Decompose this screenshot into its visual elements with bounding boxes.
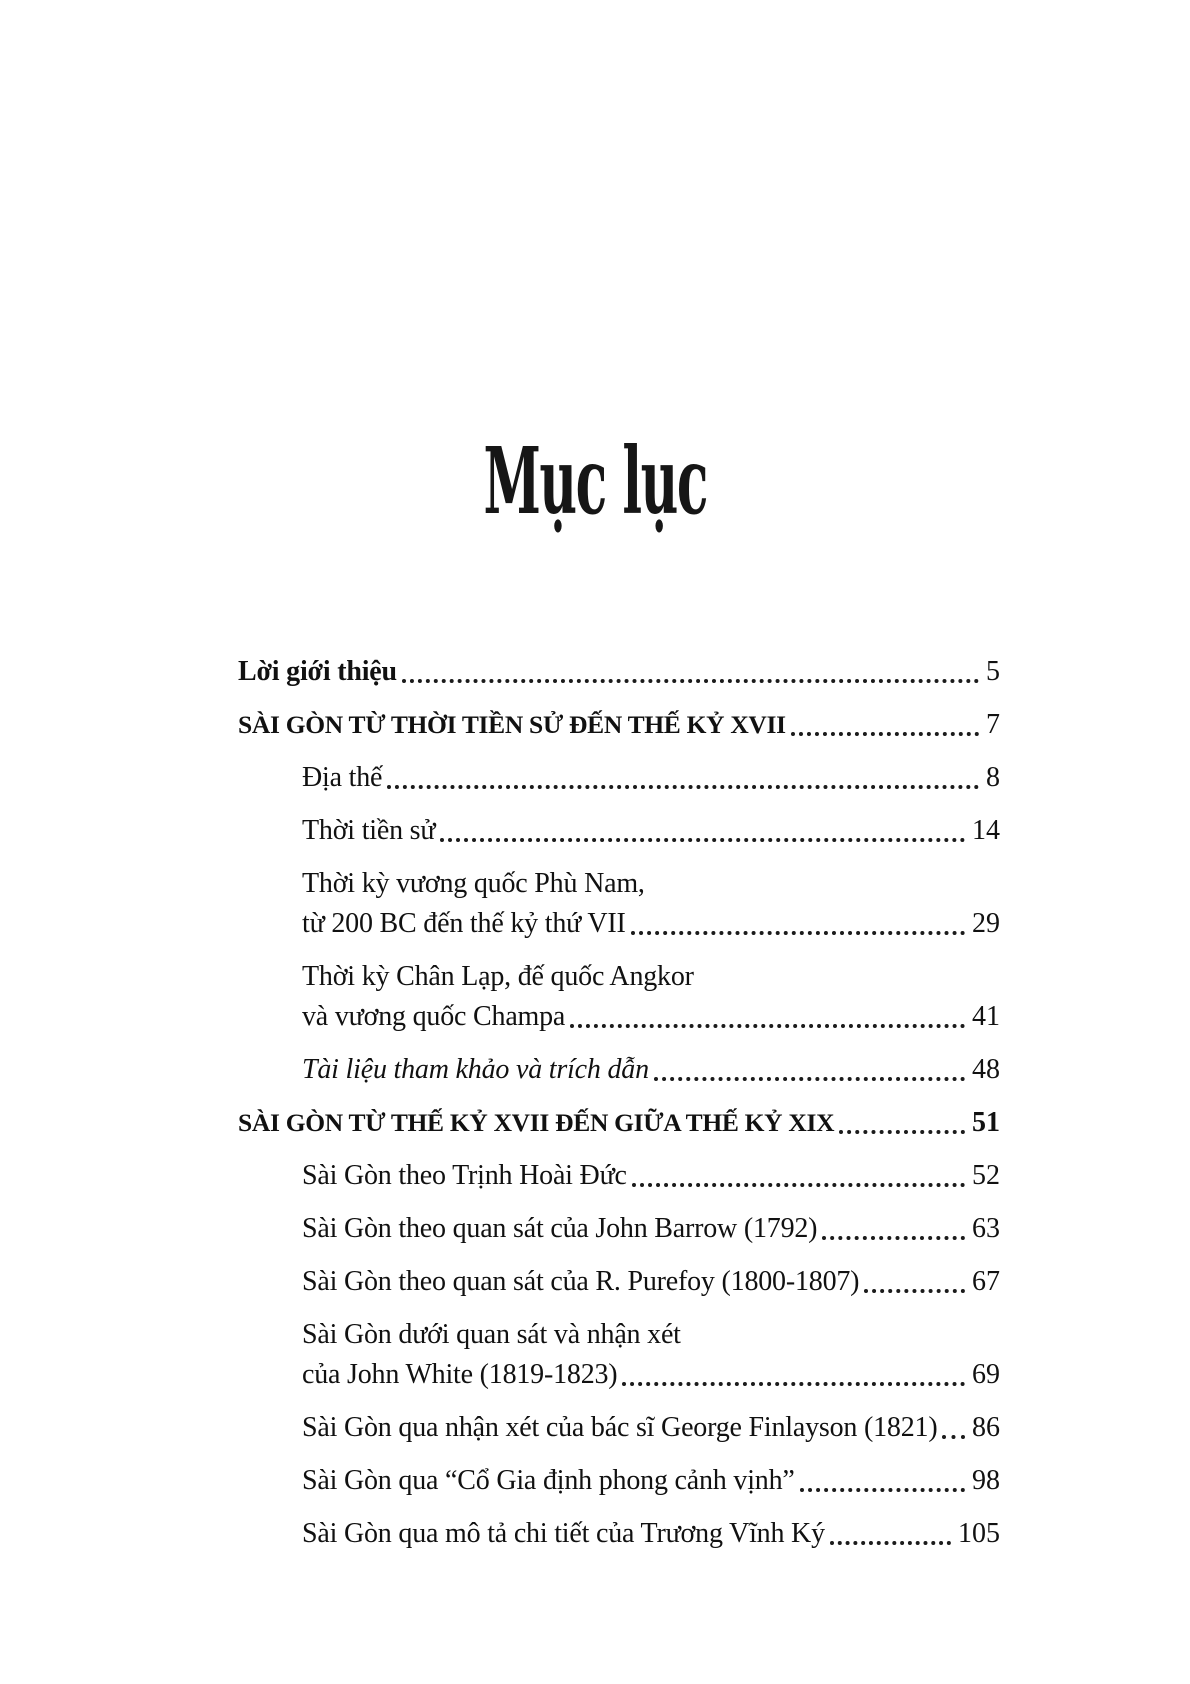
- toc-page-number: 7: [986, 709, 1000, 740]
- toc-entry: [302, 864, 1000, 944]
- toc-dotted-leader: [654, 1077, 965, 1081]
- toc-dotted-leader: [387, 785, 979, 789]
- toc-dotted-leader: [942, 1435, 965, 1439]
- toc-dotted-leader: [622, 1382, 965, 1386]
- toc-entry-text: và vương quốc Champa: [302, 1001, 566, 1032]
- toc-entry-text: Thời tiền sử: [302, 815, 436, 846]
- toc-entry: [302, 1156, 1000, 1196]
- toc-entry-line: [302, 758, 1000, 798]
- toc-entry-line: [238, 705, 1000, 745]
- toc-entry-text: Sài Gòn qua mô tả chi tiết của Trương Vĩnh Ký: [302, 1518, 825, 1549]
- toc-dotted-leader: [791, 732, 979, 736]
- toc-entry-line: [238, 1103, 1000, 1143]
- toc-entry-line: [302, 1209, 1000, 1249]
- toc-dotted-leader: [864, 1289, 965, 1293]
- toc-entry: [302, 811, 1000, 851]
- toc-entry-line: [302, 1315, 1000, 1355]
- toc-dotted-leader: [800, 1488, 965, 1492]
- toc-entry: [302, 1315, 1000, 1395]
- toc-entry-text: Sài Gòn qua “Cổ Gia định phong cảnh vịnh”: [302, 1465, 795, 1496]
- toc-dotted-leader: [830, 1541, 951, 1545]
- toc-entry: [302, 758, 1000, 798]
- toc-entry-text: Sài Gòn theo quan sát của R. Purefoy (1800-1807): [302, 1266, 860, 1297]
- toc-list: [238, 652, 1000, 1567]
- toc-entry-text: từ 200 BC đến thế kỷ thứ VII: [302, 908, 626, 939]
- toc-entry: [238, 705, 1000, 745]
- toc-entry-line: [302, 1262, 1000, 1302]
- toc-page-number: 41: [972, 1001, 1000, 1032]
- toc-entry-text: Sài Gòn theo quan sát của John Barrow (1792): [302, 1213, 818, 1244]
- toc-entry-text: của John White (1819-1823): [302, 1359, 618, 1390]
- toc-page-number: 67: [972, 1266, 1000, 1297]
- toc-page-number: 29: [972, 908, 1000, 939]
- toc-entry-text: Sài Gòn dưới quan sát và nhận xét: [302, 1319, 681, 1350]
- title-wrap: [0, 425, 1190, 535]
- toc-page-number: 86: [972, 1412, 1000, 1443]
- toc-page-number: 63: [972, 1213, 1000, 1244]
- toc-entry-text: Thời kỳ vương quốc Phù Nam,: [302, 868, 645, 899]
- toc-page-number: 5: [986, 656, 1000, 687]
- toc-entry-line: [302, 1461, 1000, 1501]
- toc-dotted-leader: [440, 838, 965, 842]
- toc-entry: [302, 1209, 1000, 1249]
- toc-entry: [302, 1461, 1000, 1501]
- toc-dotted-leader: [570, 1024, 965, 1028]
- toc-page-number: 105: [958, 1518, 1000, 1549]
- toc-dotted-leader: [631, 931, 965, 935]
- toc-entry-line: [302, 1156, 1000, 1196]
- toc-entry-text: Thời kỳ Chân Lạp, đế quốc Angkor: [302, 961, 694, 992]
- toc-entry-line: [302, 997, 1000, 1037]
- toc-entry-line: [302, 1408, 1000, 1448]
- toc-entry: [302, 957, 1000, 1037]
- toc-entry-line: [302, 957, 1000, 997]
- toc-entry: [302, 1262, 1000, 1302]
- page-title: Mục lục: [483, 425, 707, 535]
- toc-entry-text: Tài liệu tham khảo và trích dẫn: [302, 1054, 649, 1085]
- toc-entry-line: [302, 904, 1000, 944]
- toc-dotted-leader: [822, 1236, 965, 1240]
- toc-entry-line: [302, 1050, 1000, 1090]
- toc-entry-text: Địa thế: [302, 762, 383, 793]
- toc-entry-text: Sài Gòn theo Trịnh Hoài Đức: [302, 1160, 627, 1191]
- toc-entry-line: [302, 1514, 1000, 1554]
- toc-entry-line: [302, 864, 1000, 904]
- toc-entry-line: [302, 811, 1000, 851]
- toc-page-number: 52: [972, 1160, 1000, 1191]
- toc-page-number: 69: [972, 1359, 1000, 1390]
- toc-entry: [302, 1050, 1000, 1090]
- toc-entry: [238, 652, 1000, 692]
- toc-page-number: 8: [986, 762, 1000, 793]
- toc-entry-text: SÀI GÒN TỪ THẾ KỶ XVII ĐẾN GIỮA THẾ KỶ XIX: [238, 1108, 835, 1137]
- toc-page-number: 14: [972, 815, 1000, 846]
- toc-entry: [302, 1408, 1000, 1448]
- toc-page-number: 48: [972, 1054, 1000, 1085]
- toc-entry-text: SÀI GÒN TỪ THỜI TIỀN SỬ ĐẾN THẾ KỶ XVII: [238, 710, 786, 739]
- toc-entry-text: Lời giới thiệu: [238, 656, 397, 687]
- toc-dotted-leader: [632, 1183, 965, 1187]
- toc-page-number: 51: [972, 1107, 1000, 1138]
- toc-dotted-leader: [402, 679, 979, 683]
- toc-entry-line: [238, 652, 1000, 692]
- toc-entry: [238, 1103, 1000, 1143]
- toc-dotted-leader: [839, 1130, 965, 1134]
- toc-page-number: 98: [972, 1465, 1000, 1496]
- toc-entry: [302, 1514, 1000, 1554]
- toc-entry-line: [302, 1355, 1000, 1395]
- toc-entry-text: Sài Gòn qua nhận xét của bác sĩ George Finlayson (1821): [302, 1412, 938, 1443]
